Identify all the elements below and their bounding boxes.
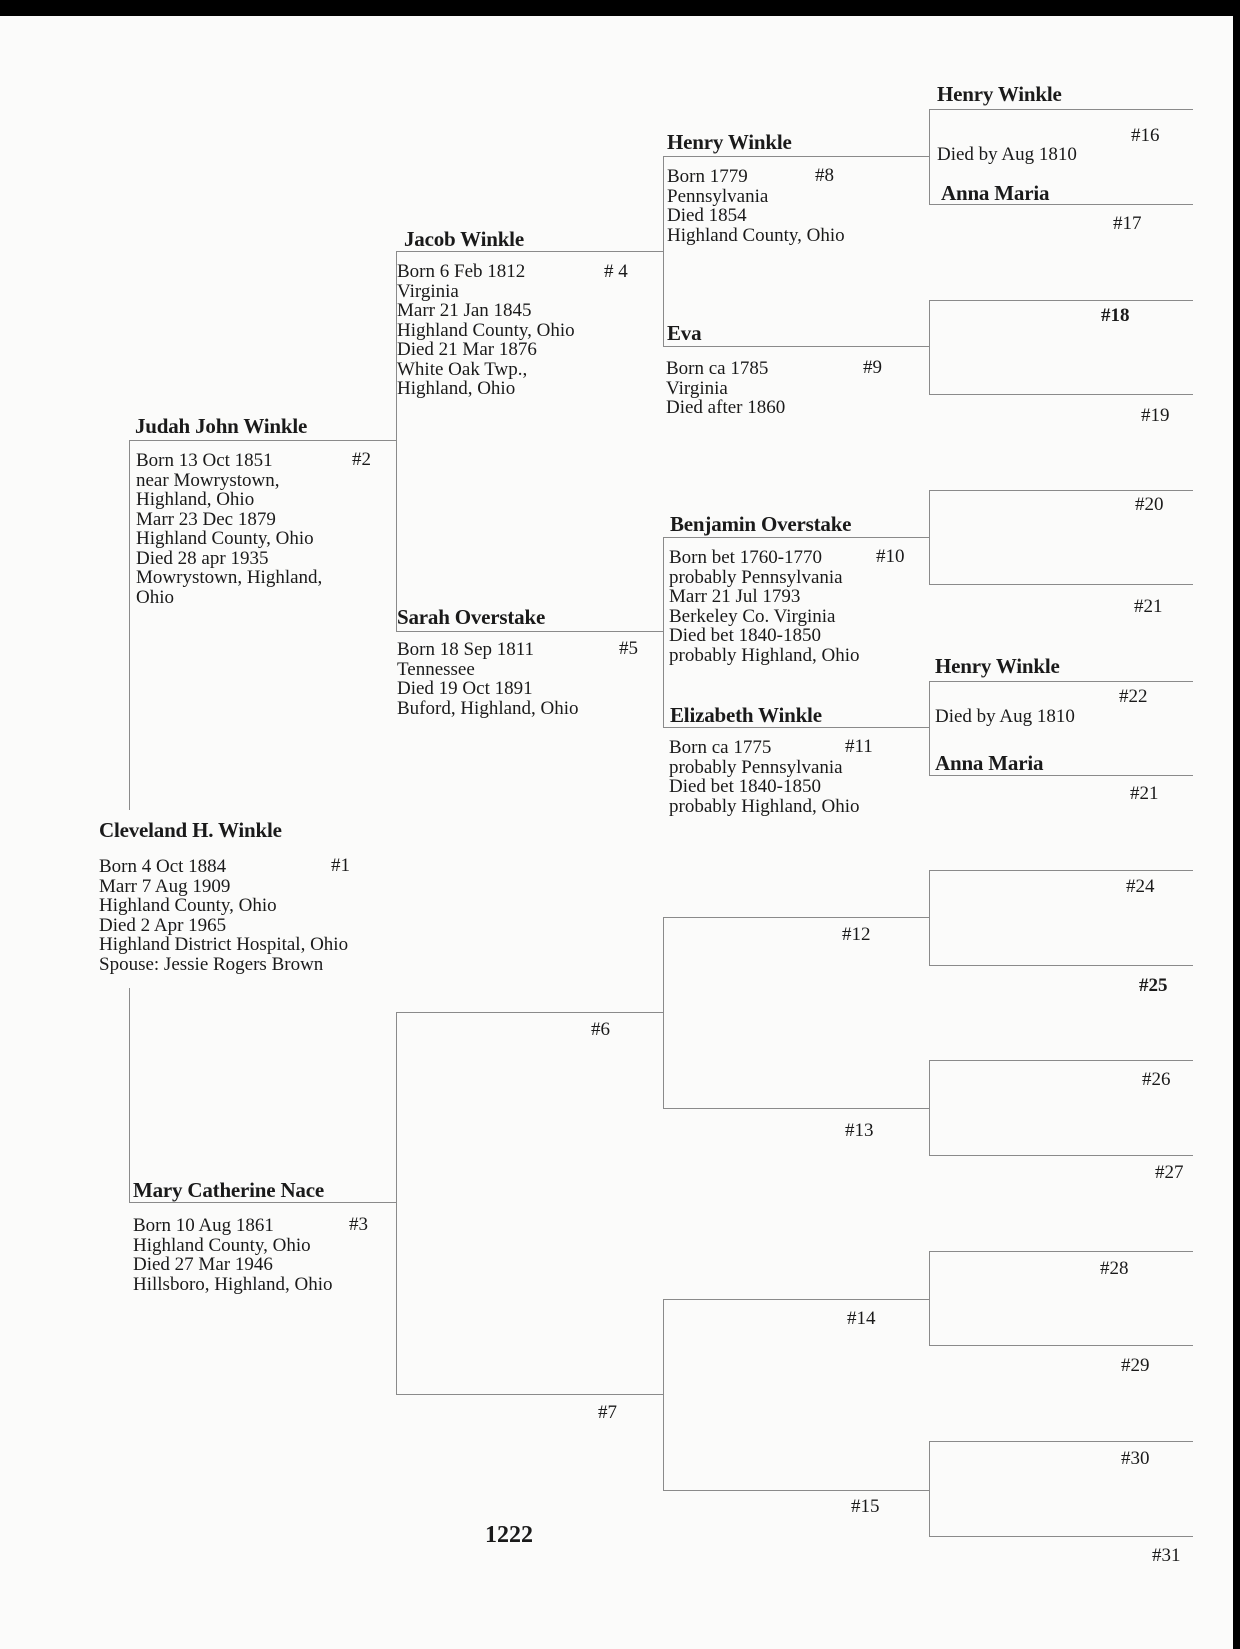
detail-line: Died 1854 — [667, 205, 747, 226]
line-25 — [929, 965, 1193, 966]
person-number-13: #13 — [845, 1120, 874, 1141]
person-name-23: Anna Maria — [935, 751, 1044, 775]
person-number-9: #9 — [863, 357, 882, 378]
detail-line: Tennessee — [397, 658, 475, 680]
person-name-5: Sarah Overstake — [397, 605, 546, 629]
scan-border-top — [0, 0, 1240, 16]
line-27 — [929, 1155, 1193, 1156]
person-number-18: #18 — [1101, 305, 1130, 326]
line-15 — [663, 1490, 929, 1491]
person-number-2: #2 — [352, 449, 371, 470]
line-13 — [663, 1108, 929, 1109]
person-details-10 — [669, 548, 860, 665]
connector-line — [663, 917, 664, 1108]
detail-line: Ohio — [136, 586, 174, 608]
person-number-14: #14 — [847, 1308, 876, 1329]
detail-line: Marr 21 Jan 1845 — [397, 300, 532, 321]
person-name-3: Mary Catherine Nace — [133, 1178, 324, 1202]
detail-line: Spouse: Jessie Rogers Brown — [99, 953, 324, 975]
person-number-22: #22 — [1119, 686, 1148, 707]
detail-line: Highland County, Ohio — [136, 528, 314, 549]
person-number-12: #12 — [842, 924, 871, 945]
detail-line: Born 1779 — [667, 166, 748, 187]
connector-line — [929, 300, 930, 394]
person-number-24: #24 — [1126, 876, 1155, 897]
person-number-25: #25 — [1139, 975, 1168, 996]
line-28 — [929, 1251, 1193, 1252]
line-benjamin — [663, 537, 929, 538]
detail-line: Marr 7 Aug 1909 — [99, 875, 231, 897]
connector-line — [929, 109, 930, 204]
line-18 — [929, 300, 1193, 301]
detail-line: Died bet 1840-1850 — [669, 776, 821, 797]
scan-border-right — [1233, 0, 1240, 1649]
person-name-11: Elizabeth Winkle — [670, 703, 822, 727]
person-name-22: Henry Winkle — [935, 654, 1060, 678]
person-number-23: #21 — [1130, 783, 1159, 804]
detail-line: Highland County, Ohio — [667, 224, 845, 246]
person-number-17: #17 — [1113, 213, 1142, 234]
line-24 — [929, 870, 1193, 871]
person-name-8: Henry Winkle — [667, 130, 792, 154]
detail-line: probably Highland, Ohio — [669, 644, 860, 666]
line-22 — [929, 681, 1193, 682]
detail-line: Virginia — [397, 280, 459, 302]
person-details-2 — [136, 451, 322, 607]
person-number-11: #11 — [845, 736, 873, 757]
detail-line: Died 28 apr 1935 — [136, 547, 269, 569]
person-details-5 — [397, 640, 579, 718]
person-number-20: #20 — [1135, 494, 1164, 515]
person-number-28: #28 — [1100, 1258, 1129, 1279]
detail-line: Virginia — [666, 377, 728, 399]
connector-line — [929, 870, 930, 965]
line-30 — [929, 1441, 1193, 1442]
line-sarah — [396, 631, 663, 632]
line-14 — [663, 1299, 929, 1300]
detail-line: probably Highland, Ohio — [669, 795, 860, 817]
connector-line — [929, 1441, 930, 1536]
detail-line: Marr 21 Jul 1793 — [669, 586, 801, 607]
person-details-9 — [666, 359, 785, 418]
person-number-10: #10 — [876, 546, 905, 567]
detail-line: Died after 1860 — [666, 397, 786, 418]
person-details-11 — [669, 738, 860, 816]
detail-line: Mowrystown, Highland, — [136, 567, 323, 588]
detail-line: Born 13 Oct 1851 — [136, 450, 273, 471]
line-31 — [929, 1536, 1193, 1537]
person-name-17: Anna Maria — [941, 181, 1050, 205]
person-number-6: #6 — [591, 1019, 610, 1040]
detail-line: Died bet 1840-1850 — [669, 625, 821, 646]
detail-line: near Mowrystown, — [136, 469, 280, 491]
connector-line — [929, 1251, 930, 1345]
person-number-5: #5 — [619, 638, 638, 659]
line-16 — [929, 109, 1193, 110]
person-number-16: #16 — [1131, 125, 1160, 146]
detail-line: Died 27 Mar 1946 — [133, 1254, 273, 1275]
detail-line: Born ca 1785 — [666, 358, 769, 379]
person-details-1 — [99, 857, 348, 974]
line-29 — [929, 1345, 1193, 1346]
person-number-19: #19 — [1141, 405, 1170, 426]
line-26 — [929, 1060, 1193, 1061]
detail-line: Died by Aug 1810 — [937, 144, 1077, 165]
line-12 — [663, 917, 929, 918]
detail-line: probably Pennsylvania — [669, 566, 843, 588]
person-name-1: Cleveland H. Winkle — [99, 818, 282, 842]
detail-line: Died by Aug 1810 — [935, 706, 1075, 727]
detail-line: Hillsboro, Highland, Ohio — [133, 1273, 333, 1295]
line-7 — [396, 1394, 663, 1395]
person-number-4: # 4 — [604, 261, 628, 282]
line-20 — [929, 490, 1193, 491]
detail-line: Highland District Hospital, Ohio — [99, 934, 349, 955]
line-19 — [929, 394, 1193, 395]
detail-line: Born 6 Feb 1812 — [397, 261, 526, 282]
detail-line: Highland County, Ohio — [397, 319, 575, 341]
person-name-9: Eva — [667, 321, 702, 345]
person-number-29: #29 — [1121, 1355, 1150, 1376]
person-number-8: #8 — [815, 165, 834, 186]
connector-line — [663, 1299, 664, 1490]
detail-line: probably Pennsylvania — [669, 756, 843, 778]
line-21 — [929, 584, 1193, 585]
connector-line — [396, 1012, 397, 1394]
connector-line — [129, 988, 130, 1202]
person-number-15: #15 — [851, 1496, 880, 1517]
person-details-16 — [937, 145, 1077, 165]
detail-line: Highland County, Ohio — [99, 895, 277, 916]
detail-line: Highland, Ohio — [397, 378, 516, 399]
line-judah — [129, 440, 396, 441]
detail-line: Born 18 Sep 1811 — [397, 639, 535, 660]
detail-line: Highland County, Ohio — [133, 1234, 311, 1256]
person-name-10: Benjamin Overstake — [670, 512, 852, 536]
person-name-2: Judah John Winkle — [135, 414, 308, 438]
detail-line: Marr 23 Dec 1879 — [136, 508, 276, 530]
person-details-3 — [133, 1216, 333, 1294]
detail-line: Berkeley Co. Virginia — [669, 605, 836, 627]
page-number: 1222 — [485, 1522, 533, 1548]
detail-line: Died 19 Oct 1891 — [397, 678, 533, 699]
detail-line: Died 21 Mar 1876 — [397, 339, 537, 360]
connector-line — [663, 156, 664, 346]
line-6 — [396, 1012, 663, 1013]
person-number-21: #21 — [1134, 596, 1163, 617]
detail-line: Born ca 1775 — [669, 737, 772, 758]
person-number-31: #31 — [1152, 1545, 1181, 1566]
person-details-22 — [935, 707, 1075, 727]
detail-line: Born 10 Aug 1861 — [133, 1215, 274, 1236]
person-number-30: #30 — [1121, 1448, 1150, 1469]
detail-line: Highland, Ohio — [136, 489, 255, 510]
detail-line: White Oak Twp., — [397, 358, 528, 380]
detail-line: Pennsylvania — [667, 185, 769, 207]
connector-line — [663, 537, 664, 727]
person-number-26: #26 — [1142, 1069, 1171, 1090]
connector-line — [929, 490, 930, 584]
line-henry — [663, 156, 929, 157]
connector-line — [129, 440, 130, 810]
person-number-3: #3 — [349, 1214, 368, 1235]
person-name-4: Jacob Winkle — [404, 227, 524, 251]
line-eva — [663, 346, 929, 347]
person-number-7: #7 — [598, 1402, 617, 1423]
detail-line: Born 4 Oct 1884 — [99, 856, 227, 877]
detail-line: Buford, Highland, Ohio — [397, 697, 579, 719]
connector-line — [929, 681, 930, 775]
connector-line — [929, 1060, 930, 1155]
detail-line: Died 2 Apr 1965 — [99, 914, 227, 936]
person-number-1: #1 — [331, 855, 350, 876]
person-details-4 — [397, 262, 575, 399]
person-number-27: #27 — [1155, 1162, 1184, 1183]
detail-line: Born bet 1760-1770 — [669, 547, 823, 568]
person-name-16: Henry Winkle — [937, 82, 1062, 106]
